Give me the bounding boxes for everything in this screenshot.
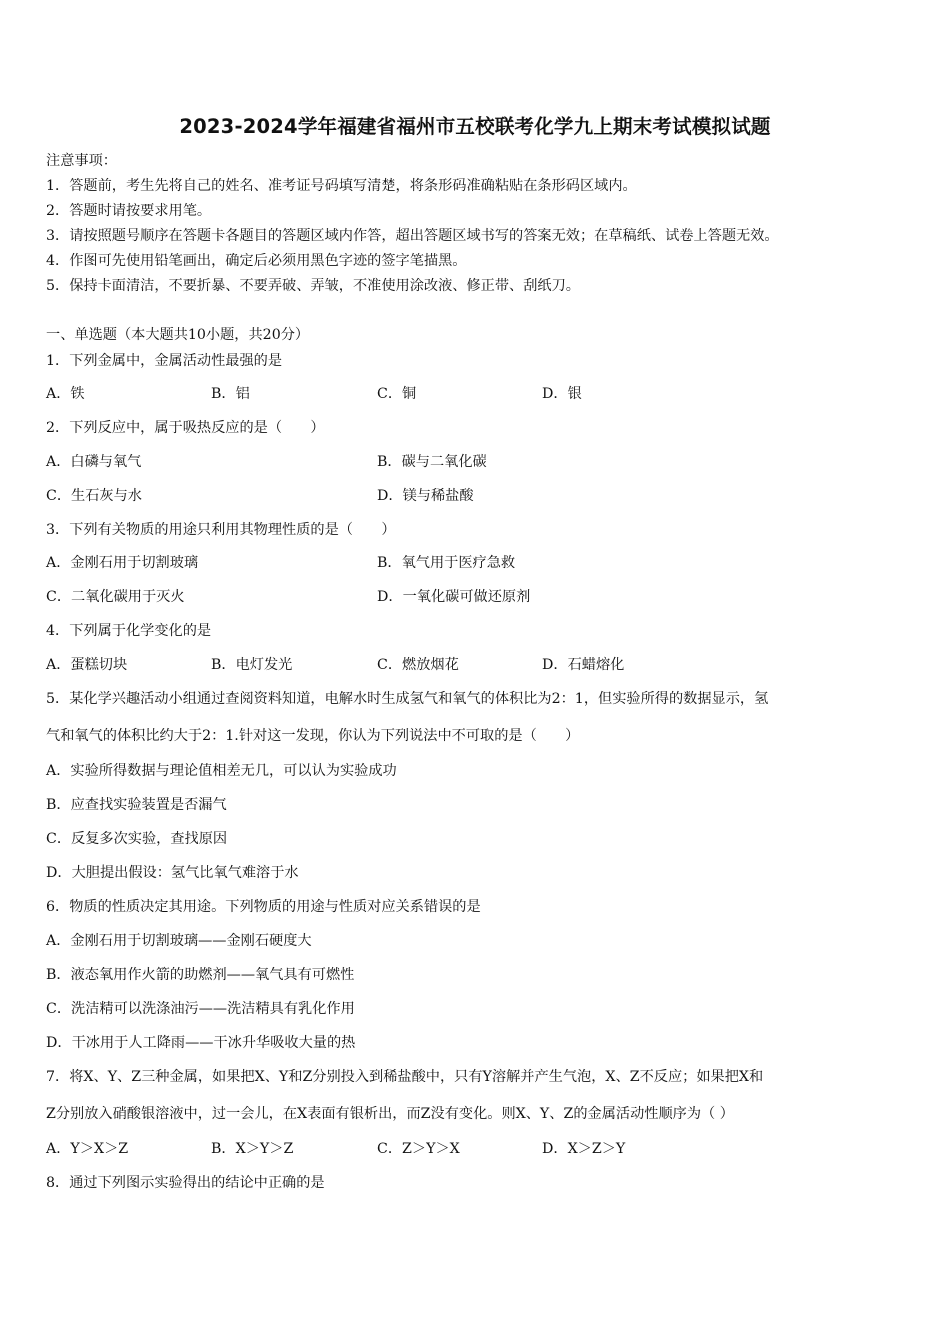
- answer-option: D．干冰用于人工降雨——干冰升华吸收大量的热: [46, 1035, 356, 1051]
- answer-option: A．白磷与氧气: [46, 454, 142, 470]
- answer-option: C．燃放烟花: [377, 657, 459, 673]
- answer-option: A．金刚石用于切割玻璃: [46, 555, 199, 571]
- notice-item: 1．答题前，考生先将自己的姓名、准考证号码填写清楚，将条形码准确粘贴在条形码区域内。: [46, 178, 637, 194]
- notice-heading: 注意事项：: [46, 153, 117, 169]
- page-title: 2023-2024学年福建省福州市五校联考化学九上期末考试模拟试题: [179, 115, 771, 138]
- section-heading: 一、单选题（本大题共10小题，共20分）: [46, 327, 310, 343]
- answer-option: D．银: [542, 386, 582, 402]
- answer-option: C．二氧化碳用于灭火: [46, 589, 185, 605]
- answer-option: B．碳与二氧化碳: [377, 454, 487, 470]
- notice-item: 5．保持卡面清洁，不要折暴、不要弄破、弄皱，不准使用涂改液、修正带、刮纸刀。: [46, 278, 580, 294]
- question-stem: 7．将X、Y、Z三种金属，如果把X、Y和Z分别投入到稀盐酸中，只有Y溶解并产生气泡，X、Z不反应；如果把X和: [46, 1069, 764, 1085]
- answer-option: A．Y＞X＞Z: [46, 1141, 129, 1157]
- question-stem: 2．下列反应中，属于吸热反应的是（ ）: [46, 420, 325, 436]
- answer-option: D．石蜡熔化: [542, 657, 625, 673]
- answer-option: C．反复多次实验，查找原因: [46, 831, 228, 847]
- answer-option: B．X＞Y＞Z: [211, 1141, 294, 1157]
- question-stem-continued: Z分别放入硝酸银溶液中，过一会儿，在X表面有银析出，而Z没有变化。则X、Y、Z的金属活动性顺序为（ ）: [46, 1106, 734, 1122]
- question-stem: 3．下列有关物质的用途只利用其物理性质的是（ ）: [46, 522, 396, 538]
- notice-item: 2．答题时请按要求用笔。: [46, 203, 212, 219]
- answer-option: A．铁: [46, 386, 85, 402]
- answer-option: D．大胆提出假设：氢气比氧气难溶于水: [46, 865, 299, 881]
- answer-option: B．氧气用于医疗急救: [377, 555, 516, 571]
- answer-option: A．金刚石用于切割玻璃——金刚石硬度大: [46, 933, 312, 949]
- answer-option: B．应查找实验装置是否漏气: [46, 797, 227, 813]
- question-stem: 5．某化学兴趣活动小组通过查阅资料知道，电解水时生成氢气和氧气的体积比为2：1，但实验所得的数据显示，氢: [46, 691, 769, 707]
- answer-option: A．蛋糕切块: [46, 657, 128, 673]
- answer-option: C．洗洁精可以洗涤油污——洗洁精具有乳化作用: [46, 1001, 355, 1017]
- answer-option: B．电灯发光: [211, 657, 293, 673]
- question-stem: 1．下列金属中，金属活动性最强的是: [46, 353, 283, 369]
- answer-option: D．镁与稀盐酸: [377, 488, 474, 504]
- answer-option: A．实验所得数据与理论值相差无几，可以认为实验成功: [46, 763, 397, 779]
- question-stem-continued: 气和氧气的体积比约大于2：1.针对这一发现，你认为下列说法中不可取的是（ ）: [46, 728, 580, 744]
- notice-item: 4．作图可先使用铅笔画出，确定后必须用黑色字迹的签字笔描黑。: [46, 253, 467, 269]
- answer-option: B．铝: [211, 386, 250, 402]
- question-stem: 4．下列属于化学变化的是: [46, 623, 212, 639]
- answer-option: C．生石灰与水: [46, 488, 142, 504]
- answer-option: C．铜: [377, 386, 417, 402]
- answer-option: D．一氧化碳可做还原剂: [377, 589, 531, 605]
- question-stem: 8．通过下列图示实验得出的结论中正确的是: [46, 1175, 325, 1191]
- answer-option: B．液态氧用作火箭的助燃剂——氧气具有可燃性: [46, 967, 355, 983]
- question-stem: 6．物质的性质决定其用途。下列物质的用途与性质对应关系错误的是: [46, 899, 481, 915]
- notice-item: 3．请按照题号顺序在答题卡各题目的答题区域内作答，超出答题区域书写的答案无效；在草稿纸、试卷上答题无效。: [46, 228, 779, 244]
- answer-option: C．Z＞Y＞X: [377, 1141, 460, 1157]
- answer-option: D．X＞Z＞Y: [542, 1141, 626, 1157]
